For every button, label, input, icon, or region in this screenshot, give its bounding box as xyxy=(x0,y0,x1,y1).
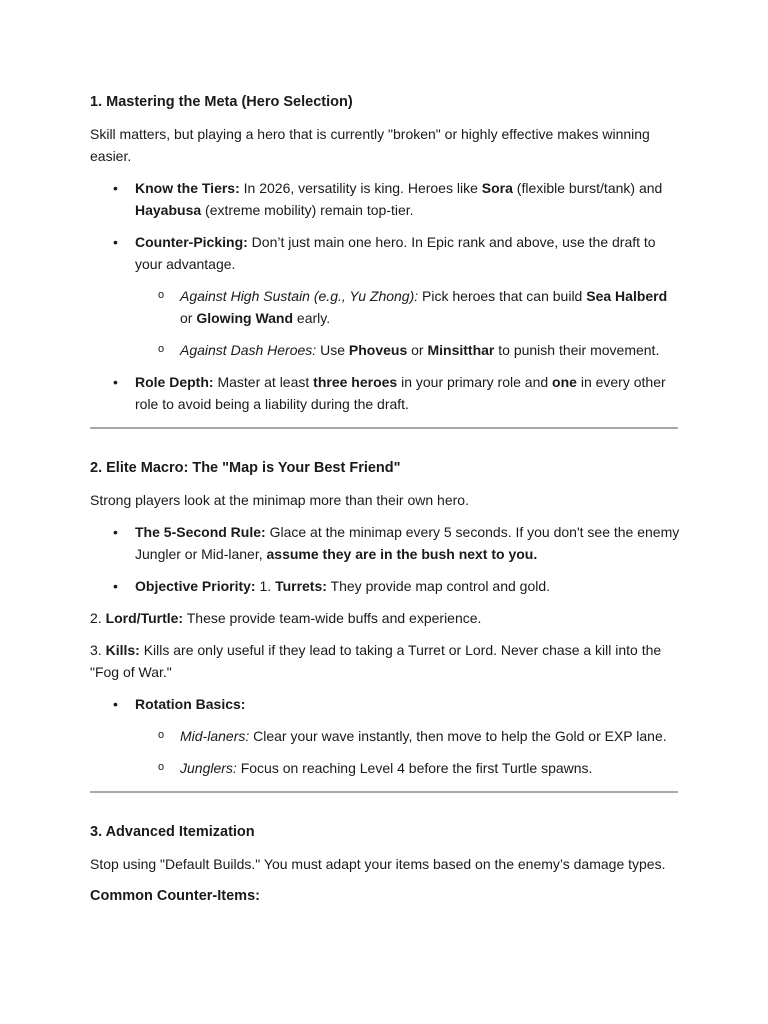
rotation-sublist xyxy=(135,725,680,779)
section-3-heading: 3. Advanced Itemization xyxy=(90,824,255,840)
item-name: Sea Halberd xyxy=(586,288,668,304)
section-1-list xyxy=(90,177,680,415)
sublist-item-text: Use xyxy=(316,342,349,358)
section-divider xyxy=(90,791,678,793)
list-item-know-tiers xyxy=(135,177,680,221)
list-item-text: 1. xyxy=(255,578,276,594)
sublist-item-label: Junglers: xyxy=(180,760,237,776)
sublist-item-label: Against Dash Heroes: xyxy=(180,342,317,358)
hero-name: Minsitthar xyxy=(427,342,495,358)
section-divider xyxy=(90,427,678,429)
sublist-item-text: to punish their movement. xyxy=(494,342,660,358)
sublist-item-text: Focus on reaching Level 4 before the first Turtle spawns. xyxy=(236,760,593,776)
emphasis-text: assume they are in the bush next to you. xyxy=(266,546,538,562)
paragraph-number: 3. xyxy=(90,642,106,658)
sublist-item-dash-heroes xyxy=(180,339,680,361)
objective-kills xyxy=(90,639,680,683)
emphasis-text: one xyxy=(552,374,577,390)
sublist-item-text: Pick heroes that can build xyxy=(418,288,587,304)
hero-name: Sora xyxy=(481,180,513,196)
list-item-counter-picking xyxy=(135,231,680,361)
list-item-label: Know the Tiers: xyxy=(135,180,240,196)
section-2-heading: 2. Elite Macro: The "Map is Your Best Friend" xyxy=(90,460,401,476)
list-item-text: Don’t just main one hero. In Epic rank and above, use the draft to your advantage. xyxy=(135,234,656,272)
section-1-heading: 1. Mastering the Meta (Hero Selection) xyxy=(90,94,353,110)
list-item-text: in your primary role and xyxy=(397,374,553,390)
hero-name: Phoveus xyxy=(348,342,408,358)
section-2-list xyxy=(90,521,680,597)
list-item-label: The 5-Second Rule: xyxy=(135,524,266,540)
list-item-label: Objective Priority: xyxy=(135,578,256,594)
list-item-objective-priority xyxy=(135,575,680,597)
list-item-label: Rotation Basics: xyxy=(135,696,246,712)
hero-name: Hayabusa xyxy=(135,202,202,218)
objective-lord-turtle xyxy=(90,607,680,629)
paragraph-text: These provide team-wide buffs and experience. xyxy=(183,610,482,626)
paragraph-label: Lord/Turtle: xyxy=(105,610,184,626)
section-2-intro: Strong players look at the minimap more than their own hero. xyxy=(90,492,469,508)
emphasis-text: three heroes xyxy=(313,374,398,390)
sublist-item-junglers xyxy=(180,757,680,779)
paragraph-label: Kills: xyxy=(105,642,140,658)
list-item-text: (extreme mobility) remain top-tier. xyxy=(201,202,414,218)
list-item-text: Master at least xyxy=(213,374,314,390)
sublist-item-label: Against High Sustain (e.g., Yu Zhong): xyxy=(180,288,419,304)
sublist-item-text: Clear your wave instantly, then move to help the Gold or EXP lane. xyxy=(249,728,667,744)
section-3-subheading: Common Counter-Items: xyxy=(90,888,260,904)
list-item-label: Counter-Picking: xyxy=(135,234,248,250)
paragraph-text: Kills are only useful if they lead to taking a Turret or Lord. Never chase a kill into the "Fog of War." xyxy=(90,642,662,680)
sublist-item-text: or xyxy=(180,310,197,326)
list-item-text: They provide map control and gold. xyxy=(326,578,551,594)
list-item-text: in every other role to avoid being a liability during the draft. xyxy=(135,374,666,412)
sublist-item-text: early. xyxy=(293,310,331,326)
list-item-rotation-basics xyxy=(135,693,680,779)
sublist-item-text: or xyxy=(407,342,428,358)
list-item-5-second-rule xyxy=(135,521,680,565)
item-name: Glowing Wand xyxy=(196,310,294,326)
list-item-label: Role Depth: xyxy=(135,374,214,390)
emphasis-text: Turrets: xyxy=(275,578,327,594)
list-item-text: Glace at the minimap every 5 seconds. If you don't see the enemy Jungler or Mid-laner, xyxy=(135,524,680,562)
list-item-role-depth xyxy=(135,371,680,415)
list-item-text: In 2026, versatility is king. Heroes like xyxy=(239,180,482,196)
section-3-intro: Stop using "Default Builds." You must adapt your items based on the enemy’s damage types. xyxy=(90,856,666,872)
sublist-item-label: Mid-laners: xyxy=(180,728,250,744)
list-item-text: (flexible burst/tank) and xyxy=(512,180,663,196)
section-2-list-2 xyxy=(90,693,680,779)
sublist-item-mid-laners xyxy=(180,725,680,747)
document-content xyxy=(90,91,680,907)
section-1-intro: Skill matters, but playing a hero that is currently "broken" or highly effective makes winning easier. xyxy=(90,126,650,164)
sublist-item-high-sustain xyxy=(180,285,680,329)
counter-picking-sublist xyxy=(135,285,680,361)
paragraph-number: 2. xyxy=(90,610,106,626)
